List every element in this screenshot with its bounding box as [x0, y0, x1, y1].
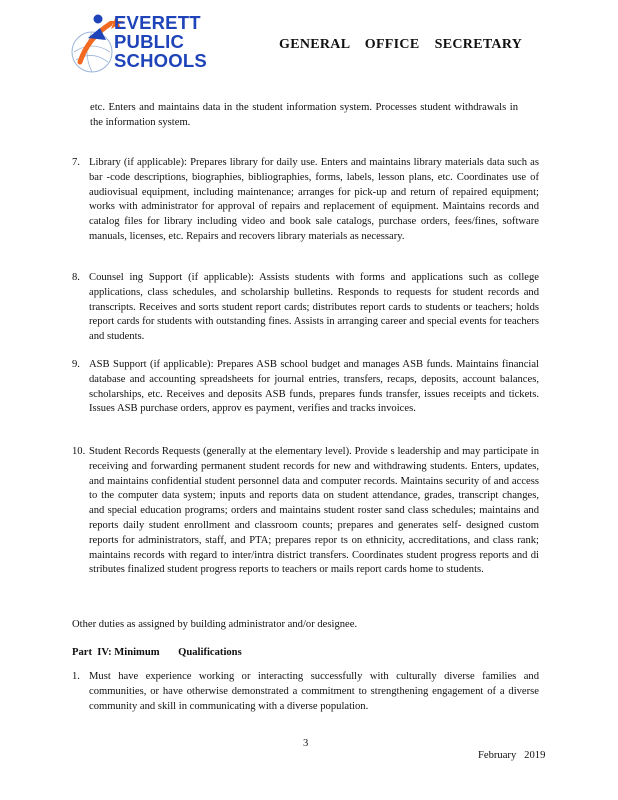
everett-public-schools-logo — [70, 10, 240, 80]
document-title: GENERAL OFFICE SECRETARY — [279, 37, 523, 52]
list-item-text: ASB Support (if applicable): Prepares ASB school budget and manages ASB funds. Maintains financial database and accounting spreadsheets for journal entries, transfers, recaps, deposits, account balances, scholarships, etc. Receives and deposits ASB funds, prepares funds transfer, issues receipts and tickets. Issues ASB purchase orders, approv es payment, verifies and tracks invoices. — [89, 359, 539, 415]
list-item-text: Must have experience working or interacting successfully with culturally diverse families and communities, or have otherwise demonstrated a commitment to strengthening engagement of a diverse community and skill in communicating with a diverse population. — [89, 671, 539, 712]
logo-wordmark — [114, 13, 207, 70]
list-item-text: Library (if applicable): Prepares library for daily use. Enters and maintains library materials data such as bar -code descriptions, biographies, bibliographies, forms, labels, lesson plans, etc. Coordinates use of audiovisual equipment, including maintenance; arranges for pick-up and return of repaired equipment; works with administrator for approval of repairs and replacement of equipment. Maintains records and catalog files for library including video and book sale catalogs, purchase orders, fees/fines, software manuals, licenses, etc. Repairs and recovers library materials as necessary. — [89, 157, 539, 242]
list-item-number: 10. — [72, 446, 86, 457]
page-number: 3 — [303, 738, 309, 749]
logo-line-schools: SCHOOLS — [114, 50, 207, 71]
logo-line-public: PUBLIC — [114, 31, 185, 52]
logo-line-everett: EVERETT — [114, 12, 201, 33]
other-duties-paragraph: Other duties as assigned by building administrator and/or designee. — [72, 619, 358, 630]
list-item-number: 7. — [72, 157, 80, 168]
revision-date: February 2019 — [478, 750, 546, 761]
list-item-text: Student Records Requests (generally at the elementary level). Provide s leadership and may participate in receiving and forwarding permanent student records for new and withdrawing students. Enters, updates, and maintains confidential student personnel data and computer records. Maintains security of and access to the computer data system; inputs and reports data on student attendance, grades, transcript changes, and special education programs; orders and maintains student roster sand class schedules; maintains and reports daily student enrollment and classroom counts; prepares and generates self- designed custom reports for administrators, staff, and PTA; prepares repor ts on ethnicity, accreditations, and class rank; maintains records with regard to inter/intra district transfers. Coordinates student progress reports and di stributes finalized student progress reports to teachers or mails report cards home to students. — [89, 446, 539, 576]
list-item-number: 1. — [72, 671, 80, 682]
list-item-text: Counsel ing Support (if applicable): Assists students with forms and applications such as college applications, class schedules, and scholarship bulletins. Responds to requests for student records and transcripts. Receives and sorts student report cards; distributes report cards to students or teachers; holds report cards for students with outstanding fines. Assists in arranging career and special events for teachers and students. — [89, 272, 539, 343]
list-item-number: 8. — [72, 272, 80, 283]
continued-paragraph: etc. Enters and maintains data in the student information system. Processes student withdrawals in the information system. — [90, 102, 518, 128]
list-item-number: 9. — [72, 359, 80, 370]
section-heading: Part IV: Minimum Qualifications — [72, 647, 242, 658]
